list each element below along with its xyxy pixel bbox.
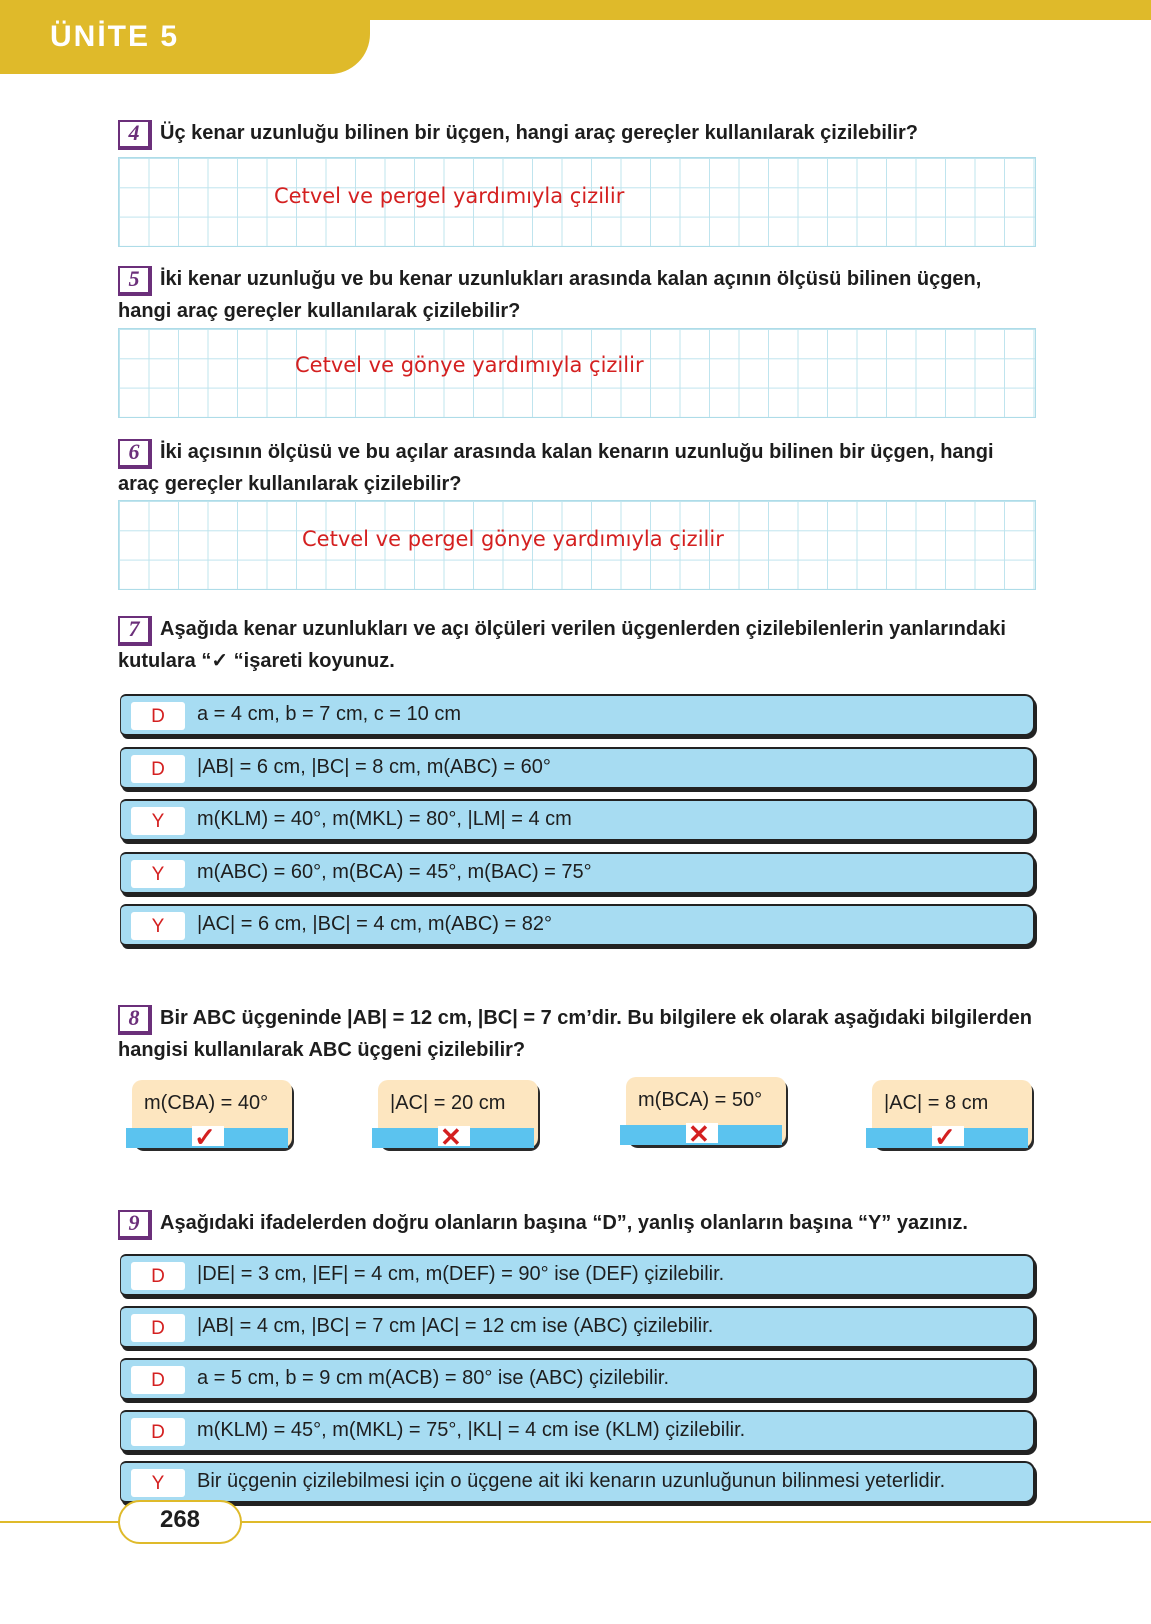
q7-row-1 <box>120 694 1035 736</box>
handwritten-answer: Cetvel ve gönye yardımıyla çizilir <box>295 353 644 377</box>
answer-box[interactable]: D <box>131 1366 185 1394</box>
q9-row-4 <box>120 1410 1035 1452</box>
option-card-2[interactable] <box>378 1080 538 1152</box>
statement-text: |AB| = 4 cm, |BC| = 7 cm |AC| = 12 cm ise (ABC) çizilebilir. <box>197 1315 714 1337</box>
q7-row-3 <box>120 799 1035 841</box>
answer-box[interactable]: Y <box>131 1469 185 1497</box>
statement-text: m(ABC) = 60°, m(BCA) = 45°, m(BAC) = 75° <box>197 861 592 883</box>
answer-box[interactable]: D <box>131 1418 185 1446</box>
question-6 <box>118 437 1032 500</box>
page-number: 268 <box>159 1506 201 1533</box>
check-icon: ✓ <box>194 1122 216 1152</box>
q7-row-5 <box>120 904 1035 946</box>
option-text: |AC| = 20 cm <box>390 1092 506 1114</box>
statement-text: |DE| = 3 cm, |EF| = 4 cm, m(DEF) = 90° ise (DEF) çizilebilir. <box>197 1263 725 1285</box>
option-text: m(BCA) = 50° <box>638 1089 763 1111</box>
question-text: İki açısının ölçüsü ve bu açılar arasında kalan kenarın uzunluğu bilinen bir üçgen, hangi araç gereçler kullanılarak çizilebilir? <box>118 441 994 495</box>
answer-box[interactable]: Y <box>131 912 185 940</box>
question-number: 9 <box>118 1210 152 1240</box>
handwritten-answer: Cetvel ve pergel yardımıyla çizilir <box>274 184 625 208</box>
question-9 <box>118 1208 1032 1240</box>
answer-grid-6[interactable] <box>118 500 1036 590</box>
statement-text: m(KLM) = 40°, m(MKL) = 80°, |LM| = 4 cm <box>197 808 572 830</box>
question-text: Aşağıdaki ifadelerden doğru olanların başına “D”, yanlış olanların başına “Y” yazınız. <box>160 1212 968 1234</box>
question-text: İki kenar uzunluğu ve bu kenar uzunlukları arasında kalan açının ölçüsü bilinen üçgen, hangi araç gereçler kullanılarak çizilebilir? <box>118 268 982 322</box>
handwritten-answer: Cetvel ve pergel gönye yardımıyla çizilir <box>302 527 724 551</box>
option-card-1[interactable] <box>132 1080 292 1152</box>
q9-row-3 <box>120 1358 1035 1400</box>
option-card-3[interactable] <box>626 1077 786 1149</box>
question-text: Üç kenar uzunluğu bilinen bir üçgen, hangi araç gereçler kullanılarak çizilebilir? <box>160 122 918 144</box>
unit-title: ÜNİTE 5 <box>50 20 180 53</box>
statement-text: m(KLM) = 45°, m(MKL) = 75°, |KL| = 4 cm ise (KLM) çizilebilir. <box>197 1419 746 1441</box>
option-text: m(CBA) = 40° <box>144 1092 269 1114</box>
statement-text: |AC| = 6 cm, |BC| = 4 cm, m(ABC) = 82° <box>197 913 552 935</box>
question-number: 8 <box>118 1005 152 1035</box>
answer-box[interactable]: Y <box>131 860 185 888</box>
question-number: 5 <box>118 266 152 296</box>
question-number: 4 <box>118 120 152 150</box>
question-8 <box>118 1003 1032 1066</box>
answer-box[interactable]: D <box>131 755 185 783</box>
statement-text: |AB| = 6 cm, |BC| = 8 cm, m(ABC) = 60° <box>197 756 551 778</box>
cross-icon: ✕ <box>688 1119 710 1149</box>
question-number: 6 <box>118 439 152 469</box>
statement-text: a = 5 cm, b = 9 cm m(ACB) = 80° ise (ABC) çizilebilir. <box>197 1367 670 1389</box>
question-text: Bir ABC üçgeninde |AB| = 12 cm, |BC| = 7 cm’dir. Bu bilgilere ek olarak aşağıdaki bilgilerden hangisi kullanılarak ABC üçgeni çizilebilir? <box>118 1007 1032 1061</box>
check-icon: ✓ <box>934 1122 956 1152</box>
question-4 <box>118 118 1032 150</box>
q9-row-5 <box>120 1461 1035 1503</box>
option-text: |AC| = 8 cm <box>884 1092 989 1114</box>
statement-text: Bir üçgenin çizilebilmesi için o üçgene ait iki kenarın uzunluğunun bilinmesi yeterlidir. <box>197 1470 946 1492</box>
question-number: 7 <box>118 616 152 646</box>
answer-box[interactable]: D <box>131 1262 185 1290</box>
statement-text: a = 4 cm, b = 7 cm, c = 10 cm <box>197 703 461 725</box>
cross-icon: ✕ <box>440 1122 462 1152</box>
answer-box[interactable]: D <box>131 702 185 730</box>
q7-row-4 <box>120 852 1035 894</box>
q9-row-2 <box>120 1306 1035 1348</box>
answer-box[interactable]: D <box>131 1314 185 1342</box>
option-card-4[interactable] <box>872 1080 1032 1152</box>
q7-row-2 <box>120 747 1035 789</box>
question-5 <box>118 264 1032 327</box>
answer-box[interactable]: Y <box>131 807 185 835</box>
question-text: Aşağıda kenar uzunlukları ve açı ölçüleri verilen üçgenlerden çizilebilenlerin yanlarındaki kutulara “✓ “işareti koyunuz. <box>118 618 1006 672</box>
answer-grid-5[interactable] <box>118 328 1036 418</box>
answer-grid-4[interactable] <box>118 157 1036 247</box>
q9-row-1 <box>120 1254 1035 1296</box>
question-7 <box>118 614 1032 677</box>
